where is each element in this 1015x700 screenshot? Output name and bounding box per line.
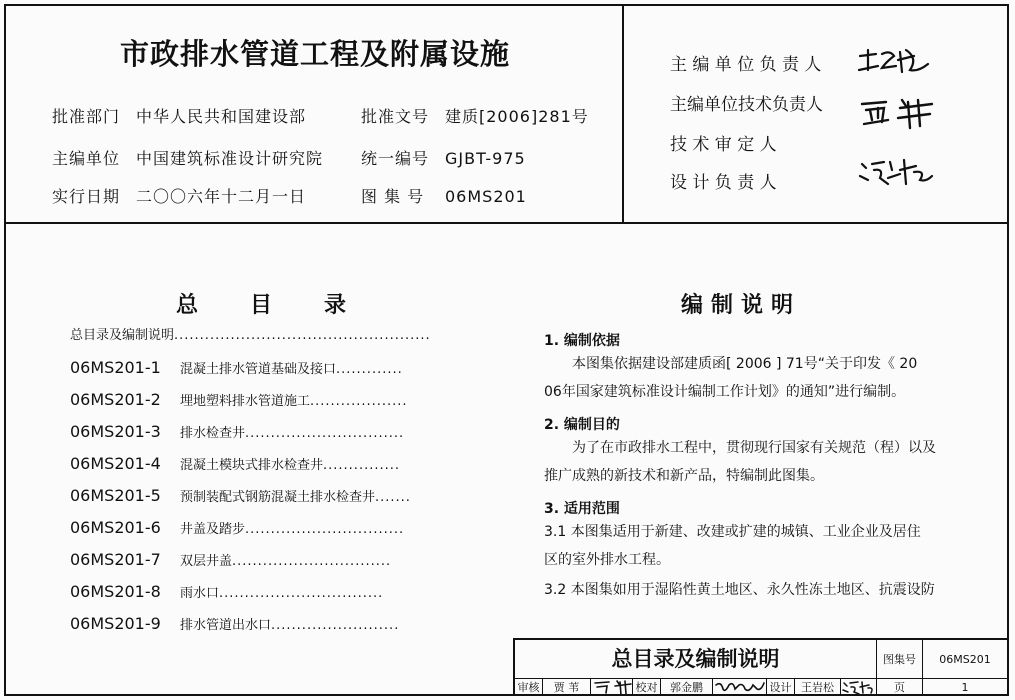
toc-entry[interactable] xyxy=(70,454,400,473)
toc-leader: ............................... xyxy=(245,426,405,441)
page-number: 1 xyxy=(961,681,969,694)
notes-title: 编制说明 xyxy=(681,293,802,318)
toc-entry[interactable] xyxy=(70,550,391,569)
approval-dept-value: 中华人民共和国建设部 xyxy=(136,107,307,126)
atlas-no-label: 图集号 xyxy=(877,640,923,679)
notes-text: 为了在市政排水工程中，贯彻现行国家有关规范（程）以及 xyxy=(544,440,936,456)
check-name: 郭金鹏 xyxy=(661,679,713,696)
cover-header xyxy=(6,6,1007,224)
toc-entry[interactable] xyxy=(70,358,403,377)
toc-entry-code: 06MS201-8 xyxy=(70,582,161,601)
review-label: 审核 xyxy=(515,679,543,696)
notes-text: 3.1 本图集适用于新建、改建或扩建的城镇、工业企业及居住 xyxy=(544,524,921,540)
toc-leader: ................................ xyxy=(219,586,384,601)
toc-entry-title: 埋地塑料排水管道施工 xyxy=(180,394,311,409)
signature-design-head xyxy=(856,156,936,190)
toc-entry-code: 06MS201-3 xyxy=(70,422,161,441)
cover-header-info xyxy=(6,6,624,222)
atlas-no-label: 图 集 号 xyxy=(361,187,425,206)
editor-unit-label: 主编单位 xyxy=(52,149,121,168)
signature-unit-head xyxy=(856,44,936,78)
toc-leader: ............................... xyxy=(232,554,392,569)
check-signature xyxy=(713,679,767,696)
editor-unit-row xyxy=(52,146,323,169)
page-label: 页 xyxy=(877,679,923,696)
unified-no-label: 统一编号 xyxy=(361,149,430,168)
toc-entry[interactable] xyxy=(70,614,399,633)
toc-entry-code: 06MS201-7 xyxy=(70,550,161,569)
toc-title-char: 录 xyxy=(324,293,347,318)
toc-leader: ............................... xyxy=(245,522,405,537)
toc-entry-title: 双层井盖 xyxy=(180,554,233,569)
toc-leader: ......................... xyxy=(271,618,400,633)
toc-entry-title: 混凝土排水管道基础及接口 xyxy=(180,362,337,377)
toc-leader: .................................................. xyxy=(174,328,431,343)
notes-heading-purpose: 2. 编制目的 xyxy=(544,417,620,433)
toc-title-char: 总 xyxy=(176,293,199,318)
tech-reviewer-label: 技 术 审 定 人 xyxy=(670,135,777,155)
effective-date-row xyxy=(52,184,306,207)
toc-entry-code: 06MS201-4 xyxy=(70,454,161,473)
unified-no-value: GJBT-975 xyxy=(445,149,526,168)
toc-entry-title: 排水检查井 xyxy=(180,426,246,441)
design-label: 设计 xyxy=(767,679,795,696)
design-name: 王岩松 xyxy=(795,679,841,696)
toc-title xyxy=(176,288,346,319)
approval-doc-row xyxy=(361,104,589,127)
review-name: 贾 苇 xyxy=(543,679,591,696)
effective-date-value: 二〇〇六年十二月一日 xyxy=(136,187,307,206)
notes-text: 本图集依据建设部建质函[ 2006 ] 71号“关于印发《 20 xyxy=(544,356,918,372)
title-block-signoff-row xyxy=(515,679,1007,696)
chief-unit-head-label: 主 编 单 位 负 责 人 xyxy=(670,55,822,75)
toc-entry[interactable] xyxy=(70,486,411,505)
chief-tech-head-label: 主编单位技术负责人 xyxy=(670,95,823,115)
toc-entry-title: 排水管道出水口 xyxy=(180,618,272,633)
design-head-label: 设 计 负 责 人 xyxy=(670,173,777,193)
toc-entry[interactable] xyxy=(70,390,408,409)
toc-title-char: 目 xyxy=(250,293,273,318)
document-title: 市政排水管道工程及附属设施 xyxy=(119,37,510,71)
toc-leader: ............... xyxy=(323,458,401,473)
effective-date-label: 实行日期 xyxy=(52,187,121,206)
toc-entry-title: 雨水口 xyxy=(180,586,220,601)
toc-entry-title: 井盖及踏步 xyxy=(180,522,246,537)
toc-entry-intro[interactable] xyxy=(70,324,431,343)
drawing-frame xyxy=(4,4,1009,696)
atlas-no-value: 06MS201 xyxy=(939,653,991,666)
toc-leader: ................... xyxy=(310,394,408,409)
design-signature xyxy=(841,679,877,696)
toc-entry-code: 06MS201-5 xyxy=(70,486,161,505)
notes-text: 3.2 本图集如用于湿陷性黄土地区、永久性冻土地区、抗震设防 xyxy=(544,582,935,598)
approval-dept-row xyxy=(52,104,306,127)
review-signature xyxy=(591,679,633,696)
toc-entry-title: 总目录及编制说明 xyxy=(70,328,175,343)
approval-dept-label: 批准部门 xyxy=(52,107,121,126)
toc-entry-title: 混凝土模块式排水检查井 xyxy=(180,458,324,473)
unified-no-row xyxy=(361,146,526,169)
editor-unit-value: 中国建筑标准设计研究院 xyxy=(136,149,324,168)
toc-entry[interactable] xyxy=(70,582,383,601)
toc-entry-code: 06MS201-2 xyxy=(70,390,161,409)
approval-doc-label: 批准文号 xyxy=(361,107,430,126)
toc-entry-code: 06MS201-1 xyxy=(70,358,161,377)
notes-heading-basis: 1. 编制依据 xyxy=(544,333,620,349)
approval-doc-value: 建质[2006]281号 xyxy=(445,107,589,126)
atlas-no-row xyxy=(361,184,527,207)
toc-entry-title: 预制装配式钢筋混凝土排水检查井 xyxy=(180,490,376,505)
check-label: 校对 xyxy=(633,679,661,696)
toc-entry[interactable] xyxy=(70,422,404,441)
notes-text: 区的室外排水工程。 xyxy=(544,552,670,568)
notes-text: 推广成熟的新技术和新产品，特编制此图集。 xyxy=(544,468,824,484)
notes-text: 06年国家建筑标准设计编制工作计划》的通知”进行编制。 xyxy=(544,384,906,400)
toc-leader: ....... xyxy=(375,490,411,505)
title-block xyxy=(513,638,1007,696)
atlas-no-value: 06MS201 xyxy=(445,187,527,206)
toc-leader: ............. xyxy=(336,362,403,377)
toc-entry-code: 06MS201-6 xyxy=(70,518,161,537)
signature-tech-head xyxy=(856,96,936,130)
notes-heading-scope: 3. 适用范围 xyxy=(544,501,620,517)
sheet-title: 总目录及编制说明 xyxy=(515,640,877,679)
toc-entry[interactable] xyxy=(70,518,404,537)
title-block-row xyxy=(515,640,1007,679)
toc-entry-code: 06MS201-9 xyxy=(70,614,161,633)
